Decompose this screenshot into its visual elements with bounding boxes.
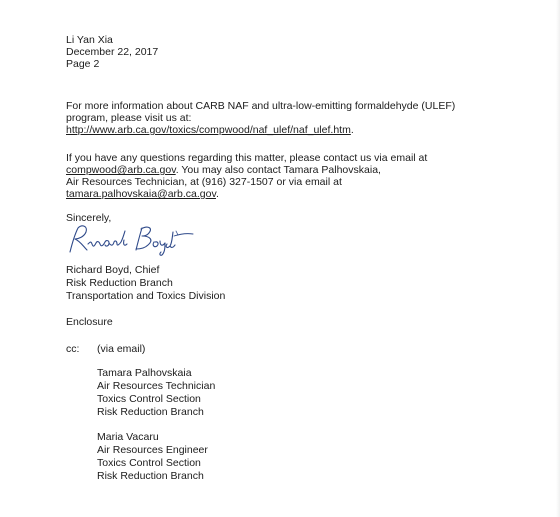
cc-recipient-2-branch: Risk Reduction Branch xyxy=(97,470,204,482)
signer-branch: Risk Reduction Branch xyxy=(66,277,173,289)
page-edge-shadow xyxy=(556,0,560,517)
contact-line-3: Air Resources Technician, at (916) 327-1507 or via email at xyxy=(66,176,342,188)
compwood-email-link[interactable]: compwood@arb.ca.gov xyxy=(66,164,176,176)
cc-recipient-1-title: Air Resources Technician xyxy=(97,380,216,392)
info-url-line xyxy=(66,124,354,136)
handwritten-signature xyxy=(66,222,196,258)
cc-recipient-1-name: Tamara Palhovskaia xyxy=(97,367,192,379)
info-line-2: program, please visit us at: xyxy=(66,112,192,124)
signer-name-title: Richard Boyd, Chief xyxy=(66,264,160,276)
cc-recipient-1-section: Toxics Control Section xyxy=(97,393,201,405)
salutation: Sincerely, xyxy=(66,212,112,224)
page-number: Page 2 xyxy=(66,58,100,70)
cc-label: cc: xyxy=(66,343,80,355)
cc-recipient-2-title: Air Resources Engineer xyxy=(97,444,208,456)
letter-date: December 22, 2017 xyxy=(66,46,159,58)
contact-line-4 xyxy=(66,188,219,200)
cc-recipient-2-name: Maria Vacaru xyxy=(97,431,159,443)
recipient-name: Li Yan Xia xyxy=(66,34,113,46)
info-url-suffix: . xyxy=(350,124,354,136)
cc-recipient-1-branch: Risk Reduction Branch xyxy=(97,406,204,418)
contact-line-1: If you have any questions regarding this matter, please contact us via email at xyxy=(66,152,428,164)
cc-method: (via email) xyxy=(97,343,146,355)
contact-line-2 xyxy=(66,164,381,176)
enclosure-label: Enclosure xyxy=(66,316,113,328)
info-line-1: For more information about CARB NAF and ultra-low-emitting formaldehyde (ULEF) xyxy=(66,100,456,112)
contact-email2-suffix: . xyxy=(215,188,219,200)
contact-line-2-rest: . You may also contact Tamara Palhovskaia, xyxy=(175,164,381,176)
naf-ulef-link[interactable]: http://www.arb.ca.gov/toxics/compwood/naf_ulef/naf_ulef.htm xyxy=(66,124,351,136)
cc-recipient-2-section: Toxics Control Section xyxy=(97,457,201,469)
signer-division: Transportation and Toxics Division xyxy=(66,290,226,302)
tamara-email-link[interactable]: tamara.palhovskaia@arb.ca.gov xyxy=(66,188,216,200)
